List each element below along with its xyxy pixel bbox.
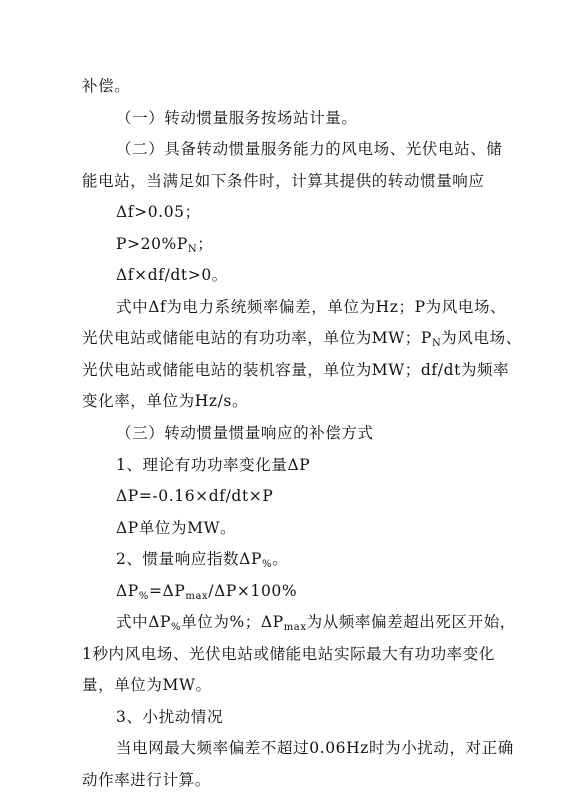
condition-2: $P>20\%P_N$； (116, 235, 214, 255)
item-3-line-2: 动作率进行计算。 (82, 771, 211, 789)
explanation-line-4: 变化率，单位为Hz/s。 (82, 392, 249, 410)
condition-3: Δf×df/dt>0。 (116, 266, 228, 284)
explanation-line-1: 式中Δf为电力系统频率偏差，单位为Hz；P为风电场、 (116, 298, 507, 316)
explanation-line-2: 光伏电站或储能电站的有功功率，单位为MW；$P_N$为风电场、 (82, 329, 522, 349)
formula-2-explanation-line-2: 1秒内风电场、光伏电站或储能电站实际最大有功功率变化 (82, 645, 495, 663)
formula-2-explanation-line-3: 量，单位为MW。 (82, 676, 212, 694)
section-2-line-2: 能电站，当满足如下条件时，计算其提供的转动惯量响应 (82, 172, 485, 190)
section-1-heading: （一）转动惯量服务按场站计量。 (116, 109, 358, 127)
item-3-heading: 3、小扰动情况 (116, 708, 224, 726)
paragraph-fragment: 补偿。 (82, 77, 131, 95)
item-1-heading: 1、理论有功功率变化量ΔP (116, 456, 311, 474)
formula-2: $\Delta P_{\%}=\Delta P_{max}/\Delta P\times 100\%$ (116, 582, 298, 602)
condition-1: Δf>0.05； (116, 203, 201, 221)
formula-1: ΔP=-0.16×df/dt×P (116, 487, 274, 505)
formula-1-unit: ΔP单位为MW。 (116, 519, 237, 537)
explanation-line-3: 光伏电站或储能电站的装机容量，单位为MW；df/dt为频率 (82, 361, 510, 379)
section-2-line-1: （二）具备转动惯量服务能力的风电场、光伏电站、储 (116, 140, 503, 158)
item-3-line-1: 当电网最大频率偏差不超过0.06Hz时为小扰动，对正确 (116, 739, 514, 757)
section-3-heading: （三）转动惯量惯量响应的补偿方式 (116, 424, 374, 442)
formula-2-explanation-line-1: 式中$\Delta P_{\%}$单位为%；$\Delta P_{max}$为从频率偏差超出死区开始， (116, 613, 516, 633)
item-2-heading: 2、惯量响应指数$\Delta P_{\%}$。 (116, 550, 289, 570)
